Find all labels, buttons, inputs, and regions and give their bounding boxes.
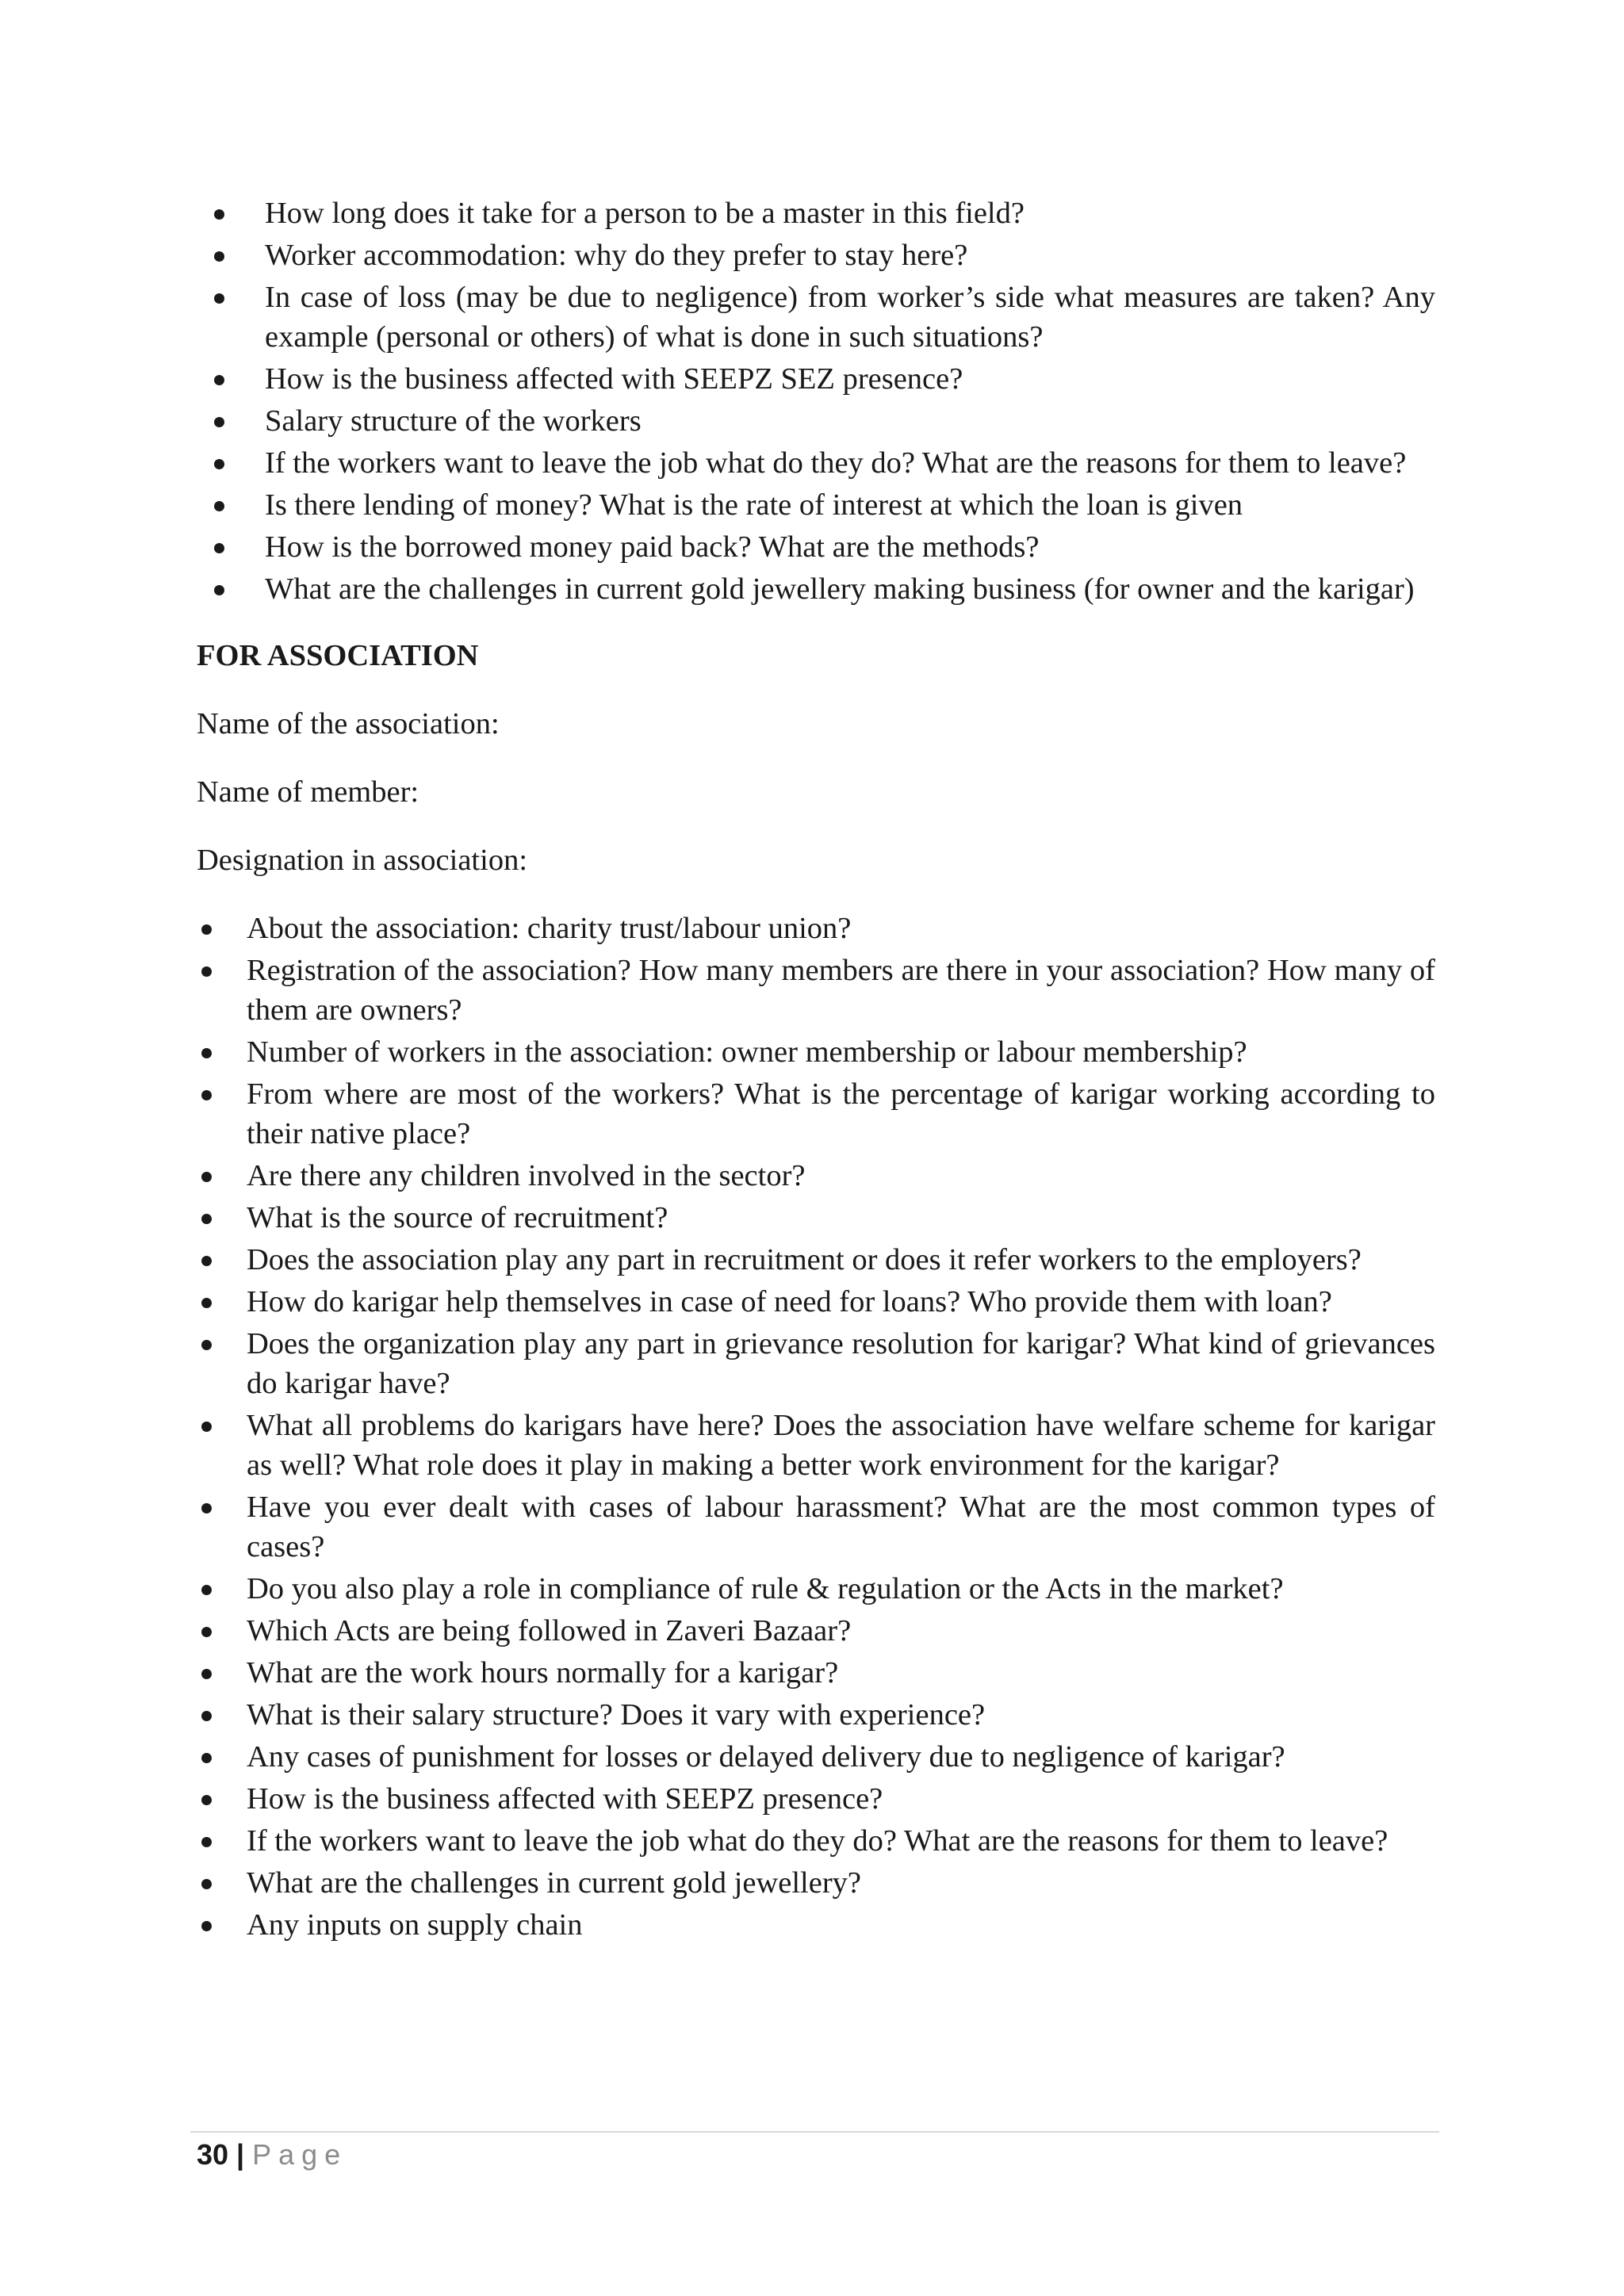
list-item: What all problems do karigars have here? Does the association have welfare scheme for karigar as well? What role does it play in making a better work environment for the karigar? bbox=[197, 1406, 1435, 1485]
footer-divider bbox=[190, 2131, 1439, 2133]
list-item: What is the source of recruitment? bbox=[197, 1198, 1435, 1238]
list-item: Number of workers in the association: owner membership or labour membership? bbox=[197, 1032, 1435, 1072]
list-item: What are the challenges in current gold jewellery? bbox=[197, 1863, 1435, 1903]
footer-separator: | bbox=[236, 2138, 245, 2171]
list-item: Is there lending of money? What is the rate of interest at which the loan is given bbox=[197, 485, 1435, 525]
list-item: Does the association play any part in recruitment or does it refer workers to the employers? bbox=[197, 1240, 1435, 1280]
list-item: About the association: charity trust/labour union? bbox=[197, 909, 1435, 948]
list-item: Do you also play a role in compliance of rule & regulation or the Acts in the market? bbox=[197, 1569, 1435, 1609]
list-item: Any inputs on supply chain bbox=[197, 1905, 1435, 1945]
association-questions-list bbox=[197, 909, 1435, 1945]
owner-questions-list bbox=[197, 193, 1435, 609]
list-item: Registration of the association? How many members are there in your association? How many of them are owners? bbox=[197, 951, 1435, 1030]
list-item: Which Acts are being followed in Zaveri Bazaar? bbox=[197, 1611, 1435, 1651]
page-footer bbox=[197, 2136, 347, 2174]
association-name-label: Name of the association: bbox=[197, 707, 500, 740]
list-item: How do karigar help themselves in case of need for loans? Who provide them with loan? bbox=[197, 1282, 1435, 1322]
list-item: How is the borrowed money paid back? What are the methods? bbox=[197, 527, 1435, 567]
page-label: Page bbox=[252, 2138, 348, 2171]
list-item: If the workers want to leave the job what do they do? What are the reasons for them to leave? bbox=[197, 443, 1435, 483]
list-item: How long does it take for a person to be a master in this field? bbox=[197, 193, 1435, 233]
list-item: Salary structure of the workers bbox=[197, 401, 1435, 441]
member-name-label: Name of member: bbox=[197, 775, 419, 809]
list-item: From where are most of the workers? What is the percentage of karigar working according to their native place? bbox=[197, 1074, 1435, 1154]
list-item: Worker accommodation: why do they prefer to stay here? bbox=[197, 235, 1435, 275]
section-heading-association: FOR ASSOCIATION bbox=[197, 639, 479, 672]
list-item: If the workers want to leave the job what do they do? What are the reasons for them to leave? bbox=[197, 1821, 1435, 1861]
list-item: Are there any children involved in the sector? bbox=[197, 1156, 1435, 1196]
designation-label: Designation in association: bbox=[197, 844, 528, 877]
page-number: 30 bbox=[197, 2138, 229, 2171]
list-item: What are the challenges in current gold jewellery making business (for owner and the karigar) bbox=[197, 569, 1435, 609]
list-item: Any cases of punishment for losses or delayed delivery due to negligence of karigar? bbox=[197, 1737, 1435, 1777]
list-item: How is the business affected with SEEPZ SEZ presence? bbox=[197, 359, 1435, 399]
document-body bbox=[197, 193, 1435, 1947]
list-item: Have you ever dealt with cases of labour harassment? What are the most common types of cases? bbox=[197, 1487, 1435, 1567]
list-item: In case of loss (may be due to negligence) from worker’s side what measures are taken? Any example (personal or others) of what is done in such situations? bbox=[197, 277, 1435, 357]
list-item: What are the work hours normally for a karigar? bbox=[197, 1653, 1435, 1693]
list-item: Does the organization play any part in grievance resolution for karigar? What kind of grievances do karigar have? bbox=[197, 1324, 1435, 1403]
list-item: How is the business affected with SEEPZ presence? bbox=[197, 1779, 1435, 1819]
list-item: What is their salary structure? Does it vary with experience? bbox=[197, 1695, 1435, 1735]
